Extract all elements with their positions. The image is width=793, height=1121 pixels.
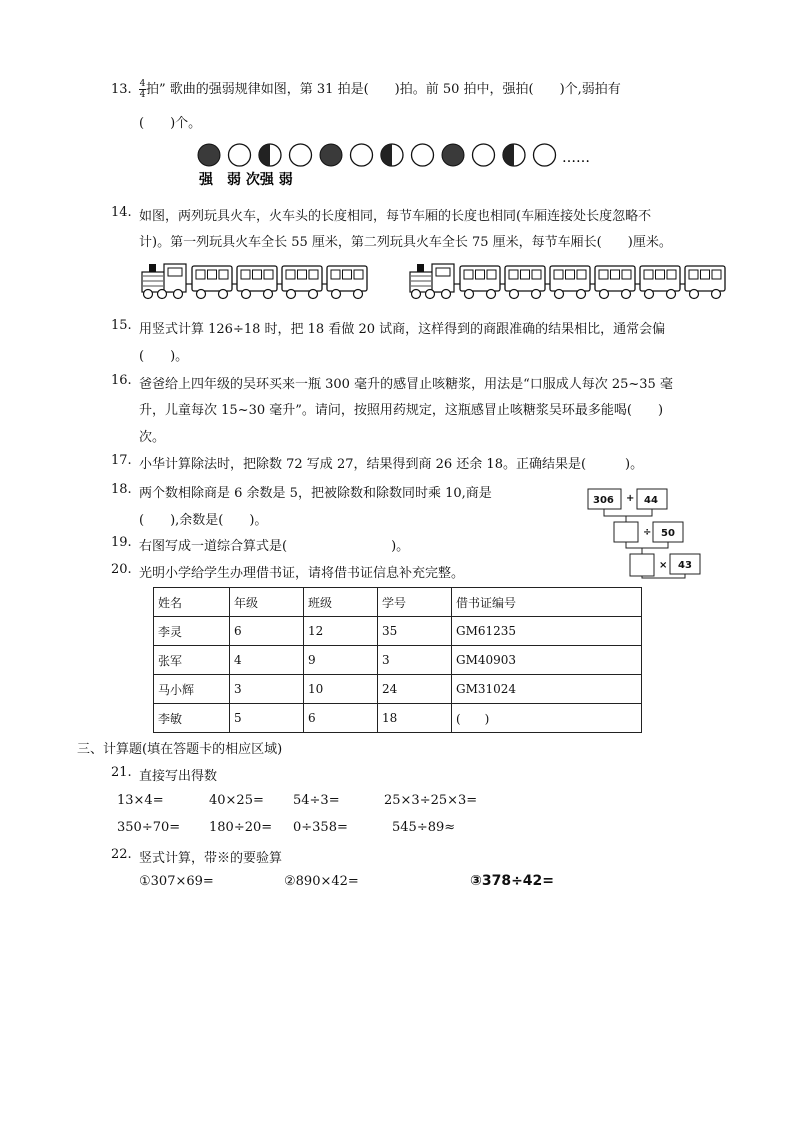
table-cell: 18 [378, 704, 452, 733]
time-signature-fraction: $\frac{4}{4}$ [139, 79, 146, 100]
q18-line1: 两个数相除商是 6 余数是 5，把被除数和除数同时乘 10,商是 [139, 486, 492, 501]
beat-half-icon [259, 144, 281, 166]
train-car-icon [322, 266, 367, 299]
vertical-calc-item: ①307×69= [139, 874, 214, 889]
table-cell: 马小辉 [154, 675, 230, 704]
beat-pattern-diagram [196, 142, 606, 192]
table-cell-answer[interactable]: ( ) [452, 704, 642, 733]
q22-title: 竖式计算，带※的要验算 [139, 851, 283, 866]
q20-line1: 光明小学给学生办理借书证，请将借书证信息补充完整。 [139, 566, 465, 581]
table-cell: 3 [230, 675, 304, 704]
beat-dots: …… [562, 150, 590, 166]
table-cell: 24 [378, 675, 452, 704]
table-cell: 6 [304, 704, 378, 733]
train-car-icon [277, 266, 322, 299]
q14-number: 14. [111, 205, 132, 220]
diagram-44: 44 [644, 495, 658, 506]
locomotive-icon [142, 264, 186, 299]
q13-number: 13. [111, 82, 132, 97]
table-row [154, 675, 642, 704]
table-cell: 李敏 [154, 704, 230, 733]
table-row [154, 617, 642, 646]
table-row [154, 646, 642, 675]
calc-item: 0÷358= [293, 820, 348, 835]
toy-trains-diagram [140, 258, 735, 304]
train-car-icon [232, 266, 277, 299]
table-cell: 35 [378, 617, 452, 646]
train-car-icon [635, 266, 680, 299]
diagram-50: 50 [661, 528, 675, 539]
box-blank-2 [630, 554, 654, 576]
q17-number: 17. [111, 453, 132, 468]
q21-title: 直接写出得数 [139, 769, 218, 784]
table-cell: 3 [378, 646, 452, 675]
q17-line1: 小华计算除法时，把除数 72 写成 27，结果得到商 26 还余 18。正确结果是( )。 [139, 457, 644, 472]
operation-flow-diagram [585, 486, 705, 580]
q22-number: 22. [111, 847, 132, 862]
q16-line2: 升，儿童每次 15~30 毫升”。请问，按照用药规定，这瓶感冒止咳糖浆吴环最多能喝( ) [139, 403, 664, 418]
q14-line2: 计)。第一列玩具火车全长 55 厘米，第二列玩具火车全长 75 厘米，每节车厢长( )厘米。 [139, 235, 672, 250]
calc-item: 54÷3= [293, 793, 340, 808]
beat-half-icon [381, 144, 403, 166]
table-cell: 李灵 [154, 617, 230, 646]
calc-item: 40×25= [209, 793, 264, 808]
q13-line1: 拍” 歌曲的强弱规律如图，第 31 拍是( )拍。前 50 拍中，强拍( )个,弱拍有 [146, 82, 621, 97]
beat-half-icon [503, 144, 525, 166]
table-cell: GM40903 [452, 646, 642, 675]
beat-strong-icon [198, 144, 220, 166]
vertical-calc-item: ②890×42= [284, 874, 359, 889]
table-cell: 9 [304, 646, 378, 675]
q16-line1: 爸爸给上四年级的吴环买来一瓶 300 毫升的感冒止咳糖浆，用法是“口服成人每次 25~35 毫 [139, 377, 673, 392]
train-car-icon [590, 266, 635, 299]
calc-item: 13×4= [117, 793, 164, 808]
q18-line2: ( ),余数是( )。 [139, 513, 268, 528]
train-car-icon [545, 266, 590, 299]
diagram-op-divide: ÷ [643, 527, 652, 538]
q21-number: 21. [111, 765, 132, 780]
beat-strong-icon [442, 144, 464, 166]
table-header-row [154, 588, 642, 617]
beat-weak-icon [229, 144, 251, 166]
table-header-cell: 班级 [304, 588, 378, 617]
beat-weak-icon [290, 144, 312, 166]
calc-item: 180÷20= [209, 820, 273, 835]
q15-line1: 用竖式计算 126÷18 时，把 18 看做 20 试商，这样得到的商跟准确的结果相比，通常会偏 [139, 322, 666, 337]
box-blank-1 [614, 522, 638, 542]
table-cell: 4 [230, 646, 304, 675]
locomotive-icon [410, 264, 454, 299]
table-cell: 张军 [154, 646, 230, 675]
table-cell: 5 [230, 704, 304, 733]
q13-text-line1 [139, 78, 621, 99]
q13-line2: ( )个。 [139, 116, 202, 131]
table-row [154, 704, 642, 733]
table-cell: GM61235 [452, 617, 642, 646]
diagram-43: 43 [678, 560, 692, 571]
q16-number: 16. [111, 373, 132, 388]
q20-number: 20. [111, 562, 132, 577]
diagram-op-plus: + [626, 493, 635, 504]
beat-weak-icon [473, 144, 495, 166]
table-cell: 6 [230, 617, 304, 646]
table-header-cell: 借书证编号 [452, 588, 642, 617]
table-cell: 10 [304, 675, 378, 704]
calc-item: 350÷70= [117, 820, 181, 835]
diagram-op-times: × [659, 560, 668, 571]
beat-labels: 强 弱 次强 弱 [199, 172, 293, 188]
table-header-cell: 姓名 [154, 588, 230, 617]
train-car-icon [454, 266, 500, 299]
q16-line3: 次。 [139, 430, 166, 445]
table-cell: 12 [304, 617, 378, 646]
q19-number: 19. [111, 535, 132, 550]
beat-weak-icon [351, 144, 373, 166]
calc-item: 25×3÷25×3= [384, 793, 478, 808]
library-card-table [153, 587, 642, 733]
train-car-icon [500, 266, 545, 299]
q14-line1: 如图，两列玩具火车，火车头的长度相同，每节车厢的长度也相同(车厢连接处长度忽略不 [139, 209, 652, 224]
table-header-cell: 学号 [378, 588, 452, 617]
train-car-icon [680, 266, 725, 299]
beat-weak-icon [412, 144, 434, 166]
q18-number: 18. [111, 482, 132, 497]
q15-line2: ( )。 [139, 349, 189, 364]
beat-weak-icon [534, 144, 556, 166]
vertical-calc-item: ③378÷42= [470, 873, 555, 889]
train-car-icon [186, 266, 232, 299]
q15-number: 15. [111, 318, 132, 333]
table-cell: GM31024 [452, 675, 642, 704]
section-heading: 三、计算题(填在答题卡的相应区域) [77, 742, 283, 757]
table-header-cell: 年级 [230, 588, 304, 617]
q19-line1: 右图写成一道综合算式是( )。 [139, 539, 410, 554]
diagram-306: 306 [593, 495, 614, 506]
calc-item: 545÷89≈ [392, 820, 456, 835]
beat-strong-icon [320, 144, 342, 166]
